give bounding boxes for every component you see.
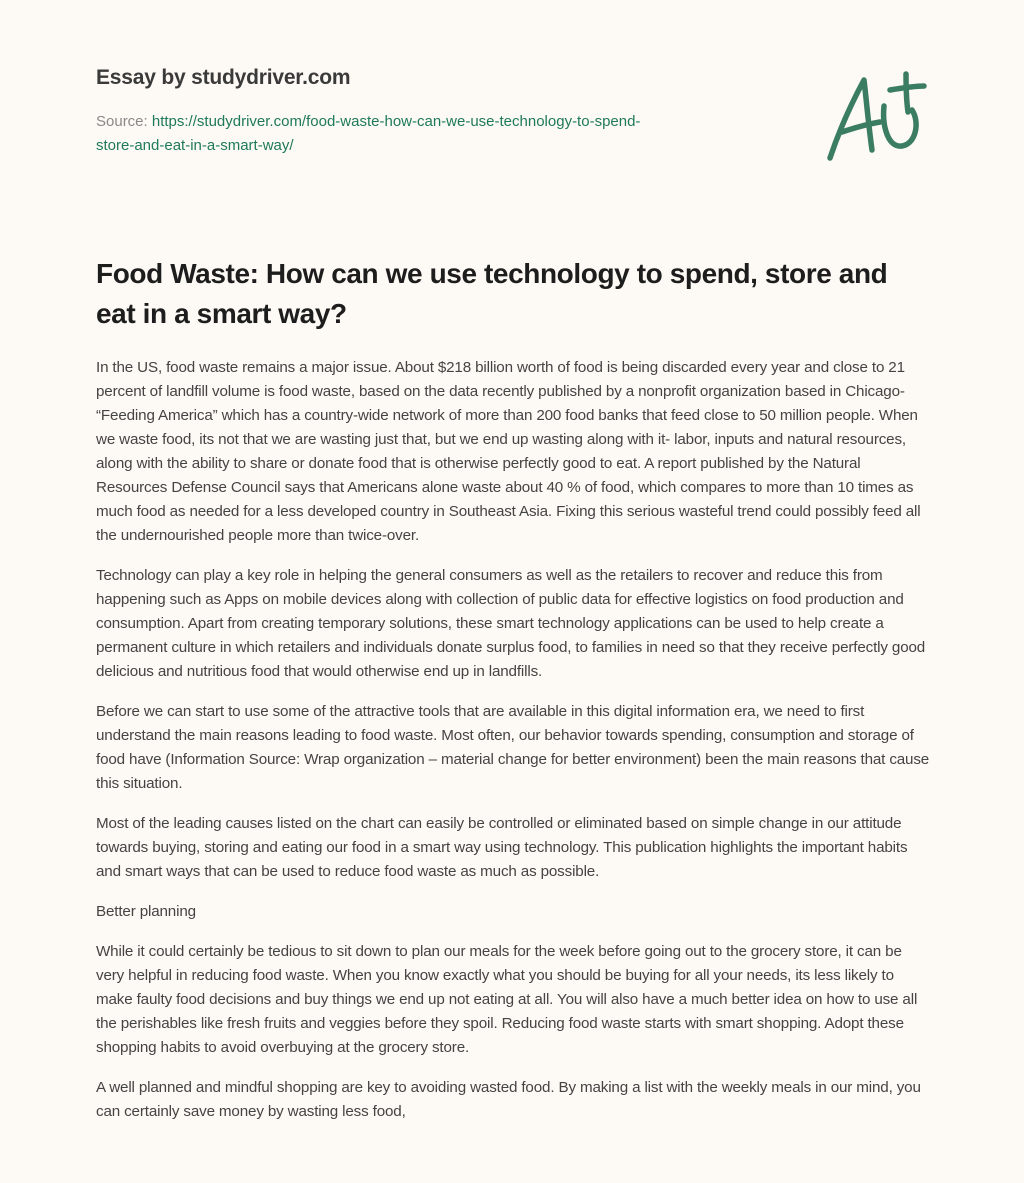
page-header: [96, 62, 796, 158]
paragraph-intro: In the US, food waste remains a major issue. About $218 billion worth of food is being discarded every year and close to 21 percent of landfill volume is food waste, based on the data recently published by a nonprofit organization based in Chicago- “Feeding America” which has a country-wide network of more than 200 food banks that feed close to 50 million people. When we waste food, its not that we are wasting just that, but we end up wasting along with it- labor, inputs and natural resources, along with the ability to share or donate food that is otherwise perfectly good to eat. A report published by the Natural Resources Defense Council says that Americans alone waste about 40 % of food, which compares to more than 10 times as much food as needed for a less developed country in Southeast Asia. Fixing this serious wasteful trend could possibly feed all the undernourished people more than twice-over.: [96, 359, 921, 544]
a-plus-grade-icon: [818, 66, 933, 166]
paragraph-shopping: A well planned and mindful shopping are key to avoiding wasted food. By making a list with the weekly meals in our mind, you can certainly save money by wasting less food,: [96, 1079, 921, 1120]
paragraph-reasons: Before we can start to use some of the attractive tools that are available in this digital information era, we need to first understand the main reasons leading to food waste. Most often, our behavior towards spending, consumption and storage of food have (Information Source: Wrap organization – material change for better environment) been the main reasons that cause this situation.: [96, 703, 930, 792]
source-line: [96, 110, 796, 158]
paragraph-causes: Most of the leading causes listed on the chart can easily be controlled or eliminated based on simple change in our attitude towards buying, storing and eating our food in a smart way using technology. This publication highlights the important habits and smart ways that can be used to reduce food waste as much as possible.: [96, 815, 908, 880]
source-label: Source:: [96, 113, 152, 130]
source-link-line1: https://studydriver.com/food-waste-how-can-we-use-technology-to-spend-: [151, 113, 641, 130]
section-heading-better-planning: Better planning: [96, 903, 196, 920]
paragraph-technology: Technology can play a key role in helping the general consumers as well as the retailers to recover and reduce this from happening such as Apps on mobile devices along with collection of public data for effective logistics on food production and consumption. Apart from creating temporary solutions, these smart technology applications can be used to help create a permanent culture in which retailers and individuals donate surplus food, to families in need so that they receive perfectly good delicious and nutritious food that would otherwise end up in landfills.: [96, 567, 926, 680]
site-title: Essay by studydriver.com: [96, 66, 351, 89]
article-title: Food Waste: How can we use technology to spend, store and eat in a smart way?: [96, 258, 888, 329]
paragraph-planning: While it could certainly be tedious to sit down to plan our meals for the week before going out to the grocery store, it can be very helpful in reducing food waste. When you know exactly what you should be buying for all your needs, its less likely to make faulty food decisions and buy things we end up not eating at all. You will also have a much better idea on how to use all the perishables like fresh fruits and veggies before they spoil. Reducing food waste starts with smart shopping. Adopt these shopping habits to avoid overbuying at the grocery store.: [96, 943, 918, 1056]
essay-article: [96, 254, 932, 1140]
source-link-line2: store-and-eat-in-a-smart-way/: [96, 137, 294, 154]
source-link[interactable]: [96, 113, 640, 154]
